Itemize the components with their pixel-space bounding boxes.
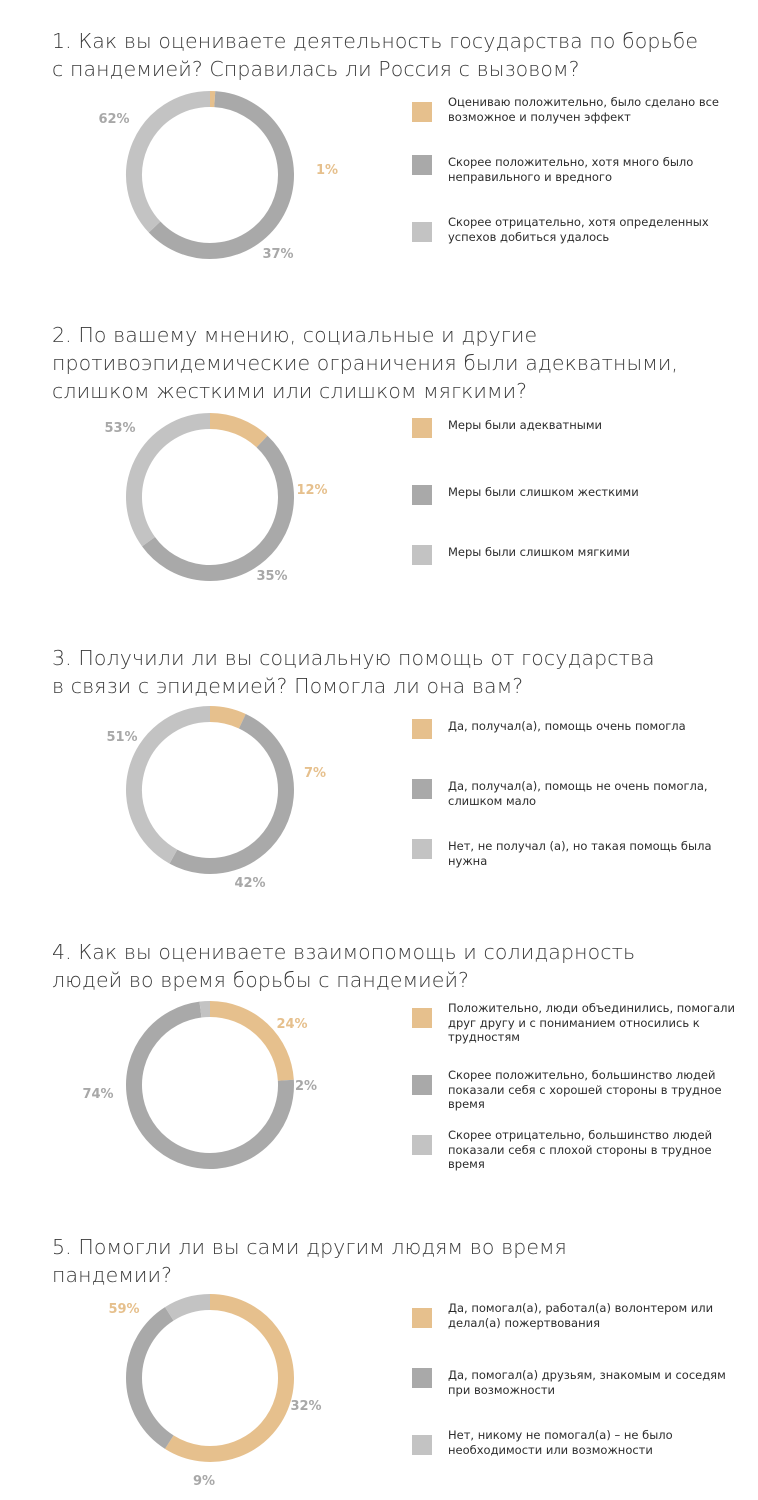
percent-label-2: 53%: [104, 421, 136, 436]
donut-slice-2: [149, 442, 286, 573]
percent-label-3: 35%: [256, 569, 288, 584]
donut-slice-3: [134, 99, 210, 227]
title-line-3: слишком жесткими или слишком мягкими?: [52, 379, 528, 403]
title-line-1: 3. Получили ли вы социальную помощь от государства: [52, 646, 655, 670]
question-title: [52, 321, 732, 405]
donut-chart: [82, 985, 318, 1185]
donut-slice-3: [200, 1009, 210, 1010]
title-line-2: противоэпидемические ограничения были адекватными,: [52, 351, 679, 375]
percent-label-3: 9%: [192, 1474, 216, 1489]
donut-slice-3: [134, 714, 210, 857]
percent-label-2: 74%: [82, 1087, 114, 1102]
donut-slice-3: [134, 421, 210, 542]
legend-label: Меры были слишком мягкими: [448, 545, 630, 559]
legend-label: Положительно, люди объединились, помогали друг другу и с пониманием относились к трудностям: [448, 1001, 735, 1044]
title-line-1: 5. Помогли ли вы сами другим людям во время: [52, 1235, 567, 1259]
title-line-1: 1. Как вы оцениваете деятельность государства по борьбе: [52, 29, 699, 53]
legend-label: Скорее отрицательно, хотя определенных успехов добиться удалось: [448, 215, 709, 244]
legend-label: Меры были адекватными: [448, 418, 602, 432]
title-line-1: 4. Как вы оцениваете взаимопомощь и солидарность: [52, 940, 636, 964]
donut-slice-1: [210, 1009, 286, 1080]
donut-chart: [104, 397, 328, 597]
percent-label-1: 7%: [303, 766, 327, 781]
title-line-2: в связи с эпидемией? Помогла ли она вам?: [52, 674, 524, 698]
percent-label-2: 62%: [98, 112, 130, 127]
donut-slice-1: [210, 421, 262, 442]
legend-swatch: [412, 222, 432, 242]
legend-swatch: [412, 839, 432, 859]
legend-label: Нет, не получал (а), но такая помощь была нужна: [448, 839, 712, 868]
legend-swatch: [412, 102, 432, 122]
legend-swatch: [412, 485, 432, 505]
donut-chart: [108, 1278, 322, 1489]
title-line-1: 2. По вашему мнению, социальные и другие: [52, 323, 538, 347]
donut-slice-2: [134, 1314, 169, 1442]
donut-slice-1: [210, 714, 242, 721]
legend-swatch: [412, 1135, 432, 1155]
legend-swatch: [412, 1008, 432, 1028]
legend-label: Да, получал(а), помощь не очень помогла, слишком мало: [448, 779, 708, 808]
legend-label: Да, помогал(а) друзьям, знакомым и соседям при возможности: [448, 1368, 726, 1397]
donut-slice-3: [169, 1302, 210, 1314]
legend-swatch: [412, 1435, 432, 1455]
donut-slice-2: [173, 721, 286, 866]
legend-label: Скорее положительно, хотя много было неправильного и вредного: [448, 155, 694, 184]
percent-label-1: 24%: [276, 1017, 308, 1032]
title-line-2: пандемии?: [52, 1263, 173, 1287]
percent-label-2: 51%: [106, 730, 138, 745]
legend-swatch: [412, 1075, 432, 1095]
title-line-2: людей во время борьбы с пандемией?: [52, 968, 470, 992]
percent-label-3: 42%: [234, 876, 266, 891]
donut-chart: [106, 690, 327, 891]
legend-label: Да, получал(а), помощь очень помогла: [448, 719, 686, 733]
legend-label: Меры были слишком жесткими: [448, 485, 639, 499]
donut-slice-2: [155, 99, 286, 251]
legend-swatch: [412, 155, 432, 175]
percent-label-2: 32%: [290, 1399, 322, 1414]
legend-label: Скорее отрицательно, большинство людей показали себя с плохой стороны в трудное время: [448, 1128, 713, 1171]
legend-swatch: [412, 418, 432, 438]
percent-label-1: 59%: [108, 1302, 140, 1317]
legend-label: Да, помогал(а), работал(а) волонтером или делал(а) пожертвования: [448, 1301, 714, 1330]
legend-label: Нет, никому не помогал(а) – не было необходимости или возможности: [448, 1428, 673, 1457]
percent-label-3: 2%: [294, 1079, 318, 1094]
legend-swatch: [412, 1308, 432, 1328]
legend-swatch: [412, 719, 432, 739]
donut-slice-1: [169, 1302, 286, 1454]
legend-label: Скорее положительно, большинство людей показали себя с хорошей стороны в трудное время: [448, 1068, 722, 1111]
donut-chart: [98, 75, 339, 275]
percent-label-1: 12%: [296, 483, 328, 498]
percent-label-3: 37%: [262, 247, 294, 262]
title-line-2: с пандемией? Справилась ли Россия с вызовом?: [52, 57, 580, 81]
legend-swatch: [412, 545, 432, 565]
legend-swatch: [412, 1368, 432, 1388]
percent-label-1: 1%: [315, 163, 339, 178]
legend-swatch: [412, 779, 432, 799]
legend-label: Оцениваю положительно, было сделано все возможное и получен эффект: [448, 95, 719, 124]
